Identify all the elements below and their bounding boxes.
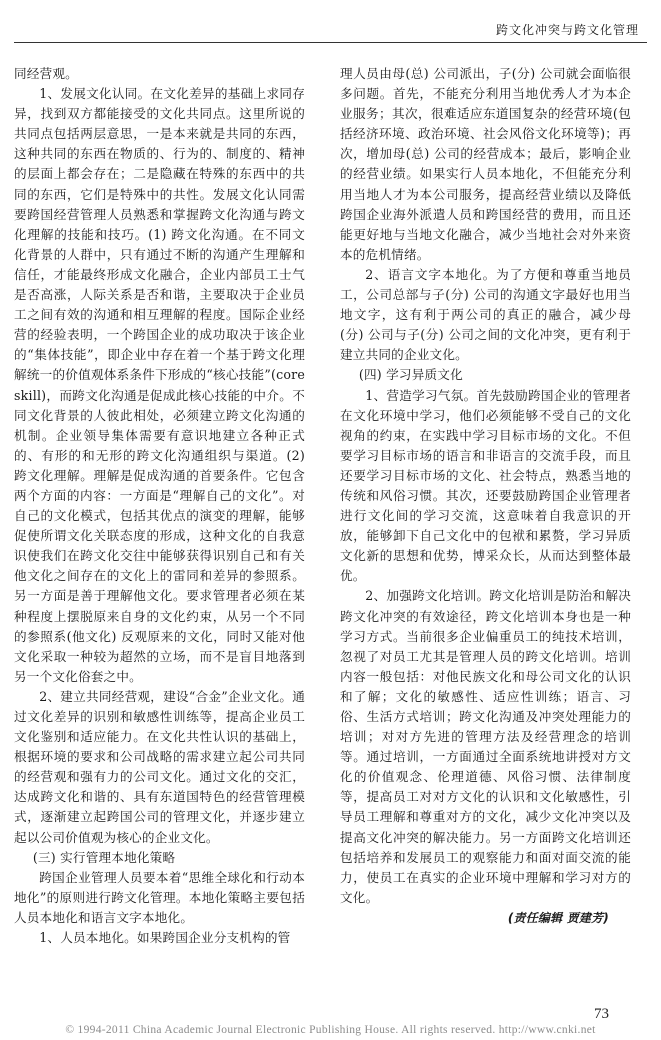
running-header-title: 跨文化冲突与跨文化管理 [495, 23, 639, 37]
editor-credit: (责任编辑 贾建芳) [507, 910, 609, 925]
paragraph: 2、建立共同经营观，建设“合金”企业文化。通过文化差异的识别和敏感性训练等，提高企业员工文化鉴别和适应能力。在文化共性认识的基础上，根据环境的要求和公司战略的需求建立起公司共同的经营观和强有力的公司文化。通过文化的交汇，达成跨文化和谐的、具有东道国特色的经营管理模式，逐渐建立起跨国公司的管理文化，并逐步建立起以公司价值观为核心的企业文化。 [14, 688, 305, 845]
paragraph: 1、发展文化认同。在文化差异的基础上求同存异，找到双方都能接受的文化共同点。这里所说的共同点包括两层意思，一是本来就是共同的东西，这种共同的东西在物质的、行为的、制度的、精神的层面上都会存在；二是隐藏在特殊的东西中的共同的东西，它们是特殊中的共性。发展文化认同需要跨国经营管理人员熟悉和掌握跨文化沟通与跨文化理解的技能和技巧。(1) 跨文化沟通。在不同文化背景的人群中，只有通过不断的沟通产生理解和信任，才能最终形成文化融合，企业内部员工士气是否高涨，人际关系是否和谐，主要取决于企业员工之间有效的沟通和相互理解的程度。国际企业经营的经验表明，一个跨国企业的成功取决于该企业的“集体技能”，即企业中存在着一个基于跨文化理解统一的价值观体系条件下形成的“核心技能”(core skill)，而跨文化沟通是促成此核心技能的中介。不同文化背景的人彼此相处，必须建立跨文化沟通的机制。企业领导集体需要有意识地建立各种正式的、有形的和无形的跨文化沟通组织与渠道。(2) 跨文化理解。理解是促成沟通的首要条件。它包含两个方面的内容：一方面是“理解自己的文化”。对自己的文化模式，包括其优点的演变的理解，能够促使所谓文化关联态度的形成，这种文化的自我意识使我们在跨文化交往中能够获得识别自己和有关他文化之间存在的文化上的雷同和差异的参照系。另一方面是善于理解他文化。要求管理者必须在某种程度上摆脱原来自身的文化约束，从另一个不同的参照系(他文化) 反观原来的文化，同时又能对他文化采取一种较为超然的立场，而不是盲目地落到另一个文化俗套之中。 [14, 86, 305, 684]
paragraph: 理人员由母(总) 公司派出，子(分) 公司就会面临很多问题。首先，不能充分利用当地优秀人才为本企业服务；其次，很难适应东道国复杂的经营环境(包括经济环境、政治环境、社会风俗文化环境等)；再次，增加母(总) 公司的经营成本；最后，影响企业的经营业绩。如果实行人员本地化，不但能充分利用当地人才为本公司服务，提高经营业绩以及降低跨国企业海外派遣人员和跨国经营的费用，而且还能更好地与当地文化融合，减少当地社会对外来资本的危机情绪。 [340, 66, 631, 262]
left-column [14, 64, 305, 948]
paragraph: 跨国企业管理人员要本着“思维全球化和行动本地化”的原则进行跨文化管理。本地化策略主要包括人员本地化和语言文字本地化。 [14, 869, 305, 925]
paragraph: 2、语言文字本地化。为了方便和尊重当地员工，公司总部与子(分) 公司的沟通文字最好也用当地文字，这有利于两公司的真正的融合，减少母(分) 公司与子(分) 公司之间的文化冲突，更有利于建立共同的企业文化。 [340, 266, 631, 363]
section-heading: (四) 学习异质文化 [358, 367, 463, 383]
paragraph: 同经营观。 [14, 66, 78, 81]
right-column [340, 64, 631, 928]
running-header [14, 16, 647, 43]
paragraph: 1、营造学习气氛。首先鼓励跨国企业的管理者在文化环境中学习，他们必须能够不受自己的文化视角的约束，在实践中学习目标市场的文化。不但要学习目标市场的语言和非语言的交流手段，而且还要学习目标市场的文化、社会特点，熟悉当地的传统和风俗习惯。其次，还要鼓励跨国企业管理者进行文化间的学习交流，这意味着自我意识的开放，能够卸下自己文化中的包袱和累赘，学习异质文化新的思想和优势，博采众长，从而达到整体最优。 [340, 387, 631, 584]
paragraph: 1、人员本地化。如果跨国企业分支机构的管 [39, 930, 291, 946]
page-number: 73 [594, 1006, 609, 1022]
section-heading: (三) 实行管理本地化策略 [32, 849, 176, 865]
copyright-footer: © 1994-2011 China Academic Journal Electronic Publishing House. All rights reserved. http://www.cnki.net [65, 1024, 596, 1036]
paragraph: 2、加强跨文化培训。跨文化培训是防治和解决跨文化冲突的有效途径，跨文化培训本身也是一种学习方式。当前很多企业偏重员工的纯技术培训，忽视了对员工尤其是管理人员的跨文化培训。培训内容一般包括：对他民族文化和母公司文化的认识和了解；文化的敏感性、适应性训练；语言、习俗、生活方式培训；跨文化沟通及冲突处理能力的培训；对对方先进的管理方法及经营理念的培训等。通过培训，一方面通过全面系统地讲授对方文化的价值观念、伦理道德、风俗习惯、法律制度等，提高员工对对方文化的认识和文化敏感性，引导员工理解和尊重对方的文化，减少文化冲突以及提高文化冲突的解决能力。另一方面跨文化培训还包括培养和发展员工的观察能力和面对面交流的能力，使员工在真实的企业环境中理解和学习对方的文化。 [340, 588, 631, 905]
